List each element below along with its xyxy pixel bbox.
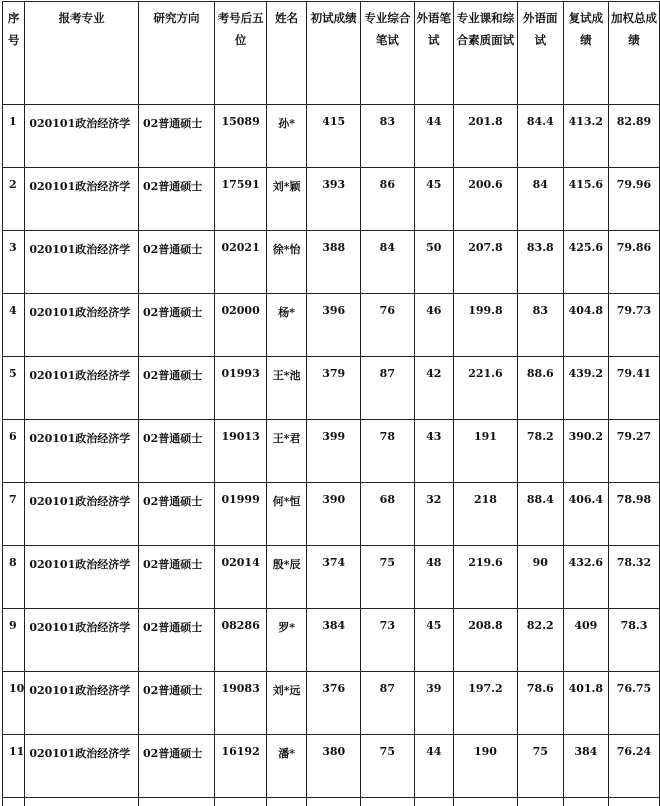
- cell-written-comprehensive: 73: [361, 609, 414, 672]
- cell-name: 殷*辰: [267, 546, 307, 609]
- cell-written-comprehensive: 87: [361, 357, 414, 420]
- cell-interview-comprehensive: 219.6: [453, 546, 517, 609]
- cell-direction: 02普通硕士: [138, 483, 214, 546]
- cell-written-comprehensive: 76: [361, 294, 414, 357]
- cell-retest-score: 409: [563, 609, 608, 672]
- header-foreign-written: 外语笔试: [414, 2, 453, 105]
- cell-empty: [25, 798, 139, 806]
- cell-major: 020101政治经济学: [25, 735, 139, 798]
- table-row: [3, 231, 660, 294]
- cell-major: 020101政治经济学: [25, 609, 139, 672]
- cell-foreign-interview: 88.6: [517, 357, 563, 420]
- table-row: [3, 735, 660, 798]
- header-major: 报考专业: [25, 2, 139, 105]
- cell-foreign-interview: 83.8: [517, 231, 563, 294]
- cell-initial-score: 380: [307, 735, 361, 798]
- cell-foreign-interview: 88.4: [517, 483, 563, 546]
- cell-name: 潘*: [267, 735, 307, 798]
- cell-direction: 02普通硕士: [138, 609, 214, 672]
- cell-weighted-total: 78.32: [608, 546, 659, 609]
- cell-major: 020101政治经济学: [25, 672, 139, 735]
- cell-major: 020101政治经济学: [25, 105, 139, 168]
- cell-retest-score: 390.2: [563, 420, 608, 483]
- cell-weighted-total: 78.98: [608, 483, 659, 546]
- cell-interview-comprehensive: 221.6: [453, 357, 517, 420]
- cell-exam-no: 08286: [215, 609, 267, 672]
- cell-retest-score: 413.2: [563, 105, 608, 168]
- cell-exam-no: 01999: [215, 483, 267, 546]
- table-row: [3, 357, 660, 420]
- cell-foreign-written: 45: [414, 609, 453, 672]
- table-row: [3, 294, 660, 357]
- cell-written-comprehensive: 75: [361, 546, 414, 609]
- table-row: [3, 168, 660, 231]
- cell-foreign-written: 39: [414, 672, 453, 735]
- cell-interview-comprehensive: 190: [453, 735, 517, 798]
- table-body: [3, 105, 660, 806]
- cell-seq: 9: [3, 609, 25, 672]
- cell-seq: 11: [3, 735, 25, 798]
- cell-written-comprehensive: 83: [361, 105, 414, 168]
- cell-retest-score: 401.8: [563, 672, 608, 735]
- cell-empty: [215, 798, 267, 806]
- cell-weighted-total: 82.89: [608, 105, 659, 168]
- cell-seq: 8: [3, 546, 25, 609]
- cell-foreign-written: 46: [414, 294, 453, 357]
- cell-empty: [307, 798, 361, 806]
- cell-direction: 02普通硕士: [138, 231, 214, 294]
- cell-initial-score: 396: [307, 294, 361, 357]
- cell-seq: 4: [3, 294, 25, 357]
- cell-foreign-interview: 83: [517, 294, 563, 357]
- header-direction: 研究方向: [138, 2, 214, 105]
- cell-exam-no: 19013: [215, 420, 267, 483]
- cell-foreign-written: 48: [414, 546, 453, 609]
- cell-weighted-total: 79.73: [608, 294, 659, 357]
- cell-interview-comprehensive: 197.2: [453, 672, 517, 735]
- cell-foreign-written: 44: [414, 735, 453, 798]
- header-retest-score: 复试成绩: [563, 2, 608, 105]
- cell-interview-comprehensive: 208.8: [453, 609, 517, 672]
- cell-retest-score: 415.6: [563, 168, 608, 231]
- cell-foreign-written: 50: [414, 231, 453, 294]
- cell-foreign-interview: 84: [517, 168, 563, 231]
- cell-foreign-interview: 75: [517, 735, 563, 798]
- cell-direction: 02普通硕士: [138, 105, 214, 168]
- cell-name: 杨*: [267, 294, 307, 357]
- cell-interview-comprehensive: 191: [453, 420, 517, 483]
- cell-exam-no: 02021: [215, 231, 267, 294]
- cell-direction: 02普通硕士: [138, 672, 214, 735]
- cell-written-comprehensive: 68: [361, 483, 414, 546]
- cell-major: 020101政治经济学: [25, 546, 139, 609]
- cell-major: 020101政治经济学: [25, 483, 139, 546]
- cell-foreign-interview: 78.6: [517, 672, 563, 735]
- cell-empty: [3, 798, 25, 806]
- cell-exam-no: 15089: [215, 105, 267, 168]
- cell-weighted-total: 76.24: [608, 735, 659, 798]
- cell-written-comprehensive: 86: [361, 168, 414, 231]
- cell-foreign-written: 44: [414, 105, 453, 168]
- cell-empty: [138, 798, 214, 806]
- cell-empty: [517, 798, 563, 806]
- cell-foreign-written: 42: [414, 357, 453, 420]
- cell-name: 何*恒: [267, 483, 307, 546]
- cell-seq: 6: [3, 420, 25, 483]
- cell-interview-comprehensive: 201.8: [453, 105, 517, 168]
- cell-direction: 02普通硕士: [138, 168, 214, 231]
- cell-empty: [267, 798, 307, 806]
- cell-foreign-written: 43: [414, 420, 453, 483]
- header-seq: 序号: [3, 2, 25, 105]
- cell-initial-score: 376: [307, 672, 361, 735]
- cell-weighted-total: 79.27: [608, 420, 659, 483]
- cell-major: 020101政治经济学: [25, 357, 139, 420]
- cell-exam-no: 19083: [215, 672, 267, 735]
- header-initial-score: 初试成绩: [307, 2, 361, 105]
- cell-seq: 7: [3, 483, 25, 546]
- cell-name: 徐*怡: [267, 231, 307, 294]
- cell-direction: 02普通硕士: [138, 294, 214, 357]
- cell-foreign-interview: 90: [517, 546, 563, 609]
- score-table: [2, 1, 660, 806]
- cell-direction: 02普通硕士: [138, 735, 214, 798]
- cell-initial-score: 390: [307, 483, 361, 546]
- cell-seq: 10: [3, 672, 25, 735]
- cell-interview-comprehensive: 199.8: [453, 294, 517, 357]
- cell-written-comprehensive: 84: [361, 231, 414, 294]
- cell-weighted-total: 76.75: [608, 672, 659, 735]
- cell-name: 王*君: [267, 420, 307, 483]
- table-row: [3, 483, 660, 546]
- cell-written-comprehensive: 78: [361, 420, 414, 483]
- cell-direction: 02普通硕士: [138, 420, 214, 483]
- cell-foreign-interview: 82.2: [517, 609, 563, 672]
- cell-seq: 3: [3, 231, 25, 294]
- header-name: 姓名: [267, 2, 307, 105]
- cell-empty: [453, 798, 517, 806]
- cell-seq: 2: [3, 168, 25, 231]
- cell-initial-score: 399: [307, 420, 361, 483]
- cell-foreign-written: 45: [414, 168, 453, 231]
- header-exam-no: 考号后五位: [215, 2, 267, 105]
- cell-seq: 5: [3, 357, 25, 420]
- cell-weighted-total: 78.3: [608, 609, 659, 672]
- table-row: [3, 420, 660, 483]
- cell-name: 刘*颖: [267, 168, 307, 231]
- cell-initial-score: 384: [307, 609, 361, 672]
- cell-exam-no: 16192: [215, 735, 267, 798]
- cell-weighted-total: 79.86: [608, 231, 659, 294]
- table-row: [3, 672, 660, 735]
- cell-interview-comprehensive: 200.6: [453, 168, 517, 231]
- cell-initial-score: 374: [307, 546, 361, 609]
- cell-initial-score: 415: [307, 105, 361, 168]
- cell-seq: 1: [3, 105, 25, 168]
- cell-major: 020101政治经济学: [25, 420, 139, 483]
- header-foreign-interview: 外语面试: [517, 2, 563, 105]
- cell-major: 020101政治经济学: [25, 294, 139, 357]
- cell-weighted-total: 79.41: [608, 357, 659, 420]
- cell-interview-comprehensive: 207.8: [453, 231, 517, 294]
- cell-written-comprehensive: 75: [361, 735, 414, 798]
- cell-foreign-interview: 78.2: [517, 420, 563, 483]
- cell-direction: 02普通硕士: [138, 546, 214, 609]
- cell-major: 020101政治经济学: [25, 231, 139, 294]
- cell-retest-score: 425.6: [563, 231, 608, 294]
- cell-retest-score: 384: [563, 735, 608, 798]
- cell-foreign-interview: 84.4: [517, 105, 563, 168]
- cell-name: 刘*远: [267, 672, 307, 735]
- cell-initial-score: 379: [307, 357, 361, 420]
- cell-foreign-written: 32: [414, 483, 453, 546]
- cell-empty: [414, 798, 453, 806]
- header-written-comprehensive: 专业综合笔试: [361, 2, 414, 105]
- header-interview-comprehensive: 专业课和综合素质面试: [453, 2, 517, 105]
- cell-name: 罗*: [267, 609, 307, 672]
- cell-retest-score: 432.6: [563, 546, 608, 609]
- cell-exam-no: 01993: [215, 357, 267, 420]
- cell-retest-score: 406.4: [563, 483, 608, 546]
- cell-empty: [361, 798, 414, 806]
- cell-name: 孙*: [267, 105, 307, 168]
- table-row: [3, 105, 660, 168]
- cell-written-comprehensive: 87: [361, 672, 414, 735]
- cell-initial-score: 388: [307, 231, 361, 294]
- cell-name: 王*池: [267, 357, 307, 420]
- cell-interview-comprehensive: 218: [453, 483, 517, 546]
- cell-retest-score: 439.2: [563, 357, 608, 420]
- cell-retest-score: 404.8: [563, 294, 608, 357]
- cell-direction: 02普通硕士: [138, 357, 214, 420]
- cell-major: 020101政治经济学: [25, 168, 139, 231]
- cell-exam-no: 02014: [215, 546, 267, 609]
- cell-exam-no: 02000: [215, 294, 267, 357]
- header-weighted-total: 加权总成绩: [608, 2, 659, 105]
- header-row: [3, 2, 660, 105]
- table-row: [3, 546, 660, 609]
- cell-empty: [563, 798, 608, 806]
- cell-initial-score: 393: [307, 168, 361, 231]
- cell-exam-no: 17591: [215, 168, 267, 231]
- table-row-partial: [3, 798, 660, 806]
- cell-weighted-total: 79.96: [608, 168, 659, 231]
- cell-empty: [608, 798, 659, 806]
- table-row: [3, 609, 660, 672]
